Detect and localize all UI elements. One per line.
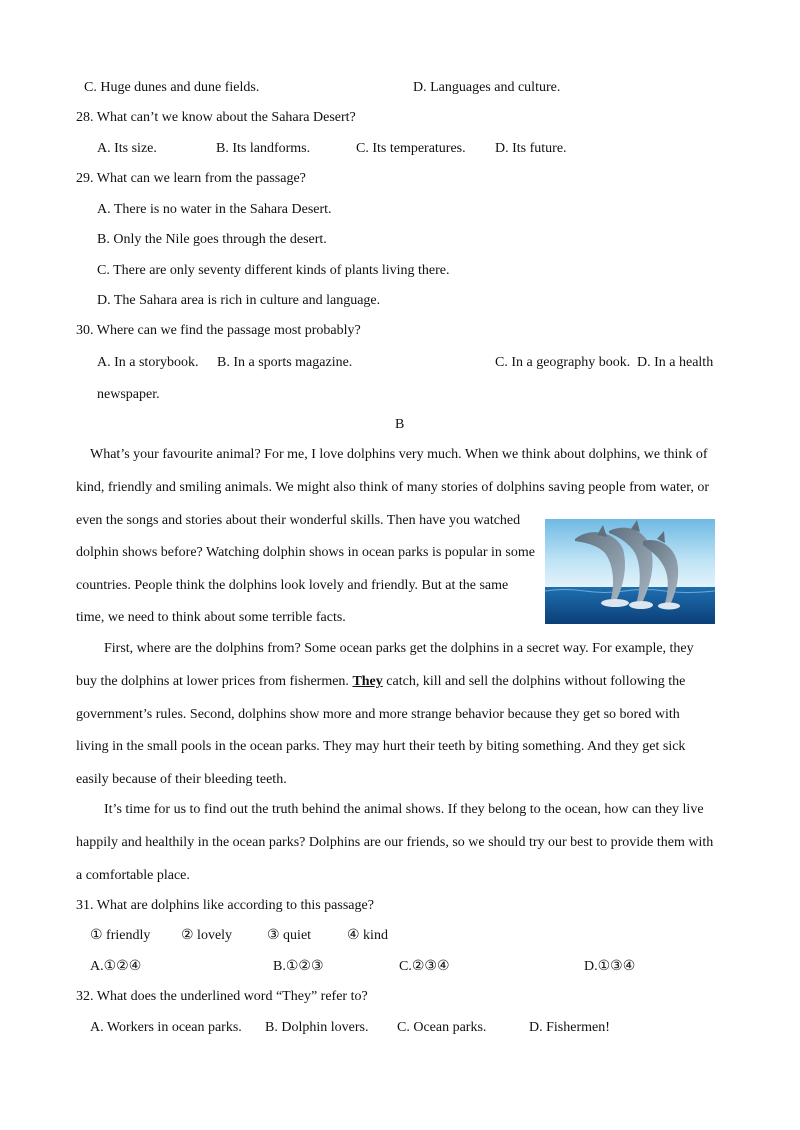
- passage-line: easily because of their bleeding teeth.: [76, 772, 287, 787]
- passage-line: kind, friendly and smiling animals. We might also think of many stories of dolphins saving people from water, or: [76, 480, 710, 495]
- passage-line: time, we need to think about some terrible facts.: [76, 610, 346, 625]
- q30-option-d-continued: newspaper.: [97, 387, 160, 402]
- underlined-word-they: They: [352, 674, 383, 689]
- q28-option-d: D. Its future.: [495, 141, 567, 156]
- q31-question: 31. What are dolphins like according to this passage?: [76, 898, 374, 913]
- q31-option-b: B.①②③: [273, 959, 324, 974]
- q31-option-c: C.②③④: [399, 959, 450, 974]
- q29-option-b: B. Only the Nile goes through the desert.: [97, 232, 327, 247]
- q32-question: 32. What does the underlined word “They” refer to?: [76, 989, 368, 1004]
- q29-option-a: A. There is no water in the Sahara Desert.: [97, 202, 332, 217]
- q31-option-d: D.①③④: [584, 959, 636, 974]
- passage-line: living in the small pools in the ocean parks. They may hurt their teeth by biting something. And they get sick: [76, 739, 686, 754]
- q28-option-b: B. Its landforms.: [216, 141, 311, 156]
- passage-line: It’s time for us to find out the truth behind the animal shows. If they belong to the ocean, how can they live: [104, 802, 704, 817]
- q29-option-c: C. There are only seventy different kinds of plants living there.: [97, 263, 450, 278]
- dolphins-jumping-image: [545, 519, 715, 624]
- passage-text: buy the dolphins at lower prices from fishermen.: [76, 674, 353, 689]
- dolphin-photo: [545, 519, 715, 624]
- passage-line: happily and healthily in the ocean parks? Dolphins are our friends, so we should try our best to provide them with: [76, 835, 714, 850]
- passage-line: a comfortable place.: [76, 868, 190, 883]
- q28-option-a: A. Its size.: [97, 141, 157, 156]
- q32-option-a: A. Workers in ocean parks.: [90, 1020, 242, 1035]
- q30-question: 30. Where can we find the passage most probably?: [76, 323, 361, 338]
- q31-item: ① friendly: [90, 928, 151, 943]
- q30-option-d: D. In a health: [637, 355, 714, 370]
- q30-option-b: B. In a sports magazine.: [217, 355, 353, 370]
- q31-item: ④ kind: [347, 928, 388, 943]
- passage-line: [76, 673, 685, 691]
- q27-option-d: D. Languages and culture.: [413, 80, 561, 95]
- q31-item: ② lovely: [181, 928, 233, 943]
- q32-option-d: D. Fishermen!: [529, 1020, 610, 1035]
- passage-line: dolphin shows before? Watching dolphin shows in ocean parks is popular in some: [76, 545, 535, 560]
- q28-question: 28. What can’t we know about the Sahara Desert?: [76, 110, 356, 125]
- q32-option-c: C. Ocean parks.: [397, 1020, 487, 1035]
- passage-line: What’s your favourite animal? For me, I love dolphins very much. When we think about dolphins, we think of: [90, 447, 708, 462]
- passage-line: countries. People think the dolphins look lovely and friendly. But at the same: [76, 578, 509, 593]
- q30-option-a: A. In a storybook.: [97, 355, 199, 370]
- q29-question: 29. What can we learn from the passage?: [76, 171, 306, 186]
- q31-option-a: A.①②④: [90, 959, 142, 974]
- passage-line: First, where are the dolphins from? Some ocean parks get the dolphins in a secret way. For example, they: [104, 641, 694, 656]
- section-label: B: [395, 417, 405, 432]
- q31-item: ③ quiet: [267, 928, 312, 943]
- q27-option-c: C. Huge dunes and dune fields.: [84, 80, 260, 95]
- passage-line: even the songs and stories about their wonderful skills. Then have you watched: [76, 513, 521, 528]
- q32-option-b: B. Dolphin lovers.: [265, 1020, 369, 1035]
- q28-option-c: C. Its temperatures.: [356, 141, 466, 156]
- passage-text: catch, kill and sell the dolphins without following the: [382, 674, 686, 689]
- q29-option-d: D. The Sahara area is rich in culture and language.: [97, 293, 381, 308]
- passage-line: government’s rules. Second, dolphins show more and more strange behavior because they get so bored with: [76, 707, 680, 722]
- q30-option-c: C. In a geography book.: [495, 355, 631, 370]
